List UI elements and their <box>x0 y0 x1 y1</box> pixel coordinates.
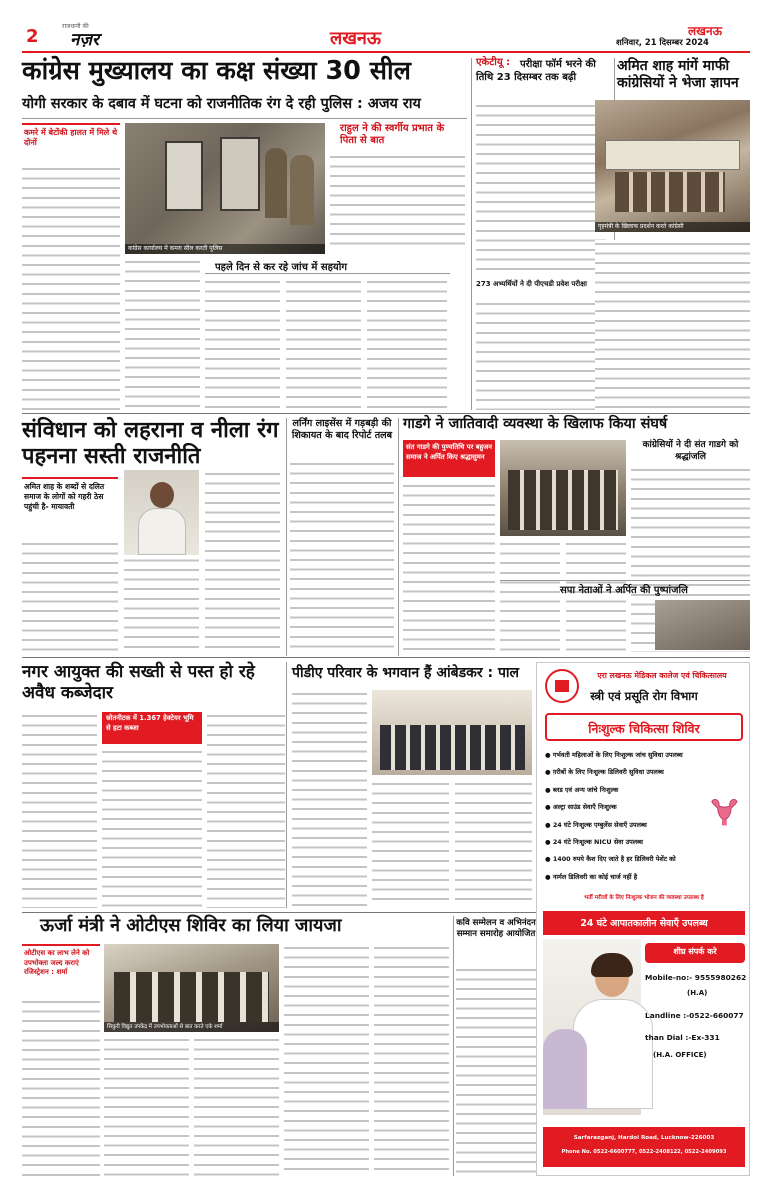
ad-contact-button <box>645 943 745 963</box>
patient <box>543 1029 587 1109</box>
shah-photo <box>595 100 750 232</box>
ad-than-dial: than Dial :-Ex-331 <box>645 1033 720 1042</box>
shah-photo-caption: गृहमंत्री के खिलाफ प्रदर्शन करते कांग्रेसी <box>595 222 750 232</box>
nagar-badge-box <box>102 712 202 744</box>
nagar-badge: स्रोतनीटक में 1.367 हेक्टेयर भूमि से हटा कब्जा <box>106 714 194 732</box>
header-rule <box>22 51 750 53</box>
mayawati-side-head: अमित शाह के शब्दों से दलित समाज के लोगों को गहरी ठेस पहुंची है- मायावती <box>24 482 105 511</box>
exam-subhead: 273 अभ्यर्थियों ने दी पीएचडी प्रवेश परीक्षा <box>476 280 587 288</box>
ad-mobile-sub: (H.A) <box>687 989 708 997</box>
lead-body-col2 <box>125 258 200 410</box>
lead-photo-caption: कांग्रेस कार्यालय में कमरा सील करती पुलिस <box>125 244 325 254</box>
pda-headline: पीडीए परिवार के भगवान हैं आंबेडकर : पाल <box>292 665 520 681</box>
ad-emergency: 24 घंटे आपातकालीन सेवाएँ उपलब्ध <box>580 918 708 929</box>
ad-phone: Phone No. 0522-6600777, 0522-2408122, 0522-2409093 <box>561 1149 727 1155</box>
ad-item: ● अल्ट्रा साउंड सेवाएँ निःशुल्क <box>545 803 617 812</box>
protest-banner <box>605 140 740 170</box>
person-head <box>150 482 174 508</box>
ad-office: (H.A. OFFICE) <box>653 1051 707 1059</box>
ad-college: एरा लखनऊ मेडिकल कालेज एवं चिकित्सालय <box>597 671 727 680</box>
kavi-headline: कवि सम्मेलन व अभिनंदन सम्मान समारोह आयोजित <box>456 918 536 939</box>
lead-side-head: कमरे में बेटोंकी हालत में मिले थे दोनों <box>24 128 118 147</box>
lead-box-head: पहले दिन से कर रहे जांच में सहयोग <box>215 262 347 273</box>
ad-item: ● ब्लड एवं अन्य जांचे निःशुल्क <box>545 785 619 794</box>
mayawati-side-box <box>22 477 118 535</box>
gadge-side-box <box>403 440 495 477</box>
door-left <box>165 141 203 211</box>
shah-headline: अमित शाह मांगें माफी कांग्रेसियों ने भेजा ज्ञापन <box>617 58 739 91</box>
lead-body-col4 <box>286 278 361 410</box>
urja-side-head: ओटीएस का लाभ लेने को उपभोक्ता जल्द कराएं रजिस्ट्रेशन : शर्मा <box>24 949 90 976</box>
ad-banner-text: भर्ती मरीजों के लिए निःशुल्क भोजन की व्यवस्था उपलब्ध है <box>584 895 704 901</box>
lead-subhead: योगी सरकार के दबाव में घटना को राजनीतिक रंग दे रही पुलिस : अजय राय <box>22 96 421 112</box>
mayawati-photo <box>124 470 199 555</box>
ad-item: ● गर्भवती महिलाओं के लिए निःशुल्क जांच सुविधा उपलब्ध <box>545 751 683 759</box>
ad-landline: Landline :-0522-660077 <box>645 1011 744 1020</box>
ad-item: ● 24 घंटे निःशुल्क एम्बुलेंस सेवाएँ उपलब्ध <box>545 820 647 829</box>
lead-info-box <box>205 258 450 274</box>
header-date: शनिवार, 21 दिसम्बर 2024 <box>616 37 709 47</box>
mayawati-headline: संविधान को लहराना व नीला रंग पहनना सस्ती राजनीति <box>22 418 279 469</box>
uterus-icon <box>707 793 742 828</box>
door-right <box>220 137 260 211</box>
ad-emergency-bar <box>543 911 745 935</box>
ad-camp-banner <box>545 713 743 741</box>
urja-photo <box>104 944 279 1032</box>
urja-photo-caption: सिकुरी विद्युत उपकेंद्र में उपभोक्ताओं से बात करते एके शर्मा <box>104 1022 279 1032</box>
exam-title: परीक्षा फॉर्म भरने की तिथि 23 दिसम्बर तक बढ़ी <box>476 59 596 83</box>
exam-title-lead: एकेटीयू : <box>476 57 511 68</box>
rahul-title: राहुल ने की स्वर्गीय प्रभात के पिता से बात <box>340 123 445 146</box>
lead-body-col1 <box>22 165 120 410</box>
shah-body <box>595 240 750 410</box>
ad-address: Sarfarazganj, Hardoi Road, Lucknow-226003 <box>573 1135 715 1141</box>
brand-small: राजधानी की <box>62 23 89 30</box>
masthead <box>0 0 770 52</box>
page-number: 2 <box>26 26 39 47</box>
gadge-headline: गाडगे ने जातिवादी व्यवस्था के खिलाफ किया संघर्ष <box>403 416 668 432</box>
urja-headline: ऊर्जा मंत्री ने ओटीएस शिविर का लिया जायजा <box>40 915 342 936</box>
lead-side-box <box>22 123 120 161</box>
exam-story <box>476 58 610 410</box>
licence-headline: लर्निंग लाइसेंस में गड़बड़ी की शिकायत के बाद रिपोर्ट तलब <box>291 418 393 441</box>
ad-contact-label: शीघ्र संपर्क करे <box>673 947 717 956</box>
lead-body-col5 <box>367 278 447 410</box>
header-city: लखनऊ <box>688 24 723 38</box>
gadge-photo <box>500 440 626 536</box>
urja-side-box <box>22 944 100 994</box>
ad-mobile: Mobile-no:- 9555980262 <box>645 973 747 982</box>
gadge-side-head: संत गाडगे की पुण्यतिथि पर बहुजन समाज ने अर्पित किए श्रद्धासुमन <box>406 443 493 461</box>
ad-food-banner <box>543 891 745 908</box>
doctor-hair <box>591 953 633 977</box>
nagar-headline: नगर आयुक्त की सख्ती से पस्त हो रहे अवैध कब्जेदार <box>22 662 255 703</box>
police-figure <box>265 148 287 218</box>
ad-item: ● 24 घंटे निःशुल्क NICU सेवा उपलब्ध <box>545 838 643 847</box>
police-figure <box>290 155 314 225</box>
lead-body-col3 <box>205 278 280 410</box>
ad-item: ● नार्मल डिलिवरी का कोई चार्ज नहीं है <box>545 872 638 881</box>
ad-item: ● 1400 रुपये कैश दिए जाते है हर डिलिवरी पेशेंट को <box>545 855 676 864</box>
lead-photo <box>125 123 325 254</box>
rahul-box <box>330 123 468 253</box>
ad-footer <box>543 1127 745 1167</box>
sapa-photo <box>655 600 750 650</box>
ad-doctor-photo <box>543 939 641 1115</box>
ad-camp: निःशुल्क चिकित्सा शिविर <box>588 721 700 736</box>
pda-photo <box>372 690 532 775</box>
ad-dept: स्त्री एवं प्रसूति रोग विभाग <box>590 689 698 703</box>
brand-logo: नज़र <box>70 30 100 50</box>
ad-container <box>536 662 750 1176</box>
person-body <box>138 508 186 555</box>
sapa-headline: सपा नेताओं ने अर्पित की पुष्पांजलि <box>560 585 688 596</box>
section-title: लखनऊ <box>330 28 382 49</box>
gadge-right-head: कांग्रेसियों ने दी संत गाडगे को श्रद्धांजलि <box>642 440 739 462</box>
ad-item: ● ग़रीबों के लिए निःशुल्क डिलिवरी सुविधा उपलब्ध <box>545 768 664 777</box>
lead-headline: कांग्रेस मुख्यालय का कक्ष संख्या 30 सील <box>22 56 411 86</box>
